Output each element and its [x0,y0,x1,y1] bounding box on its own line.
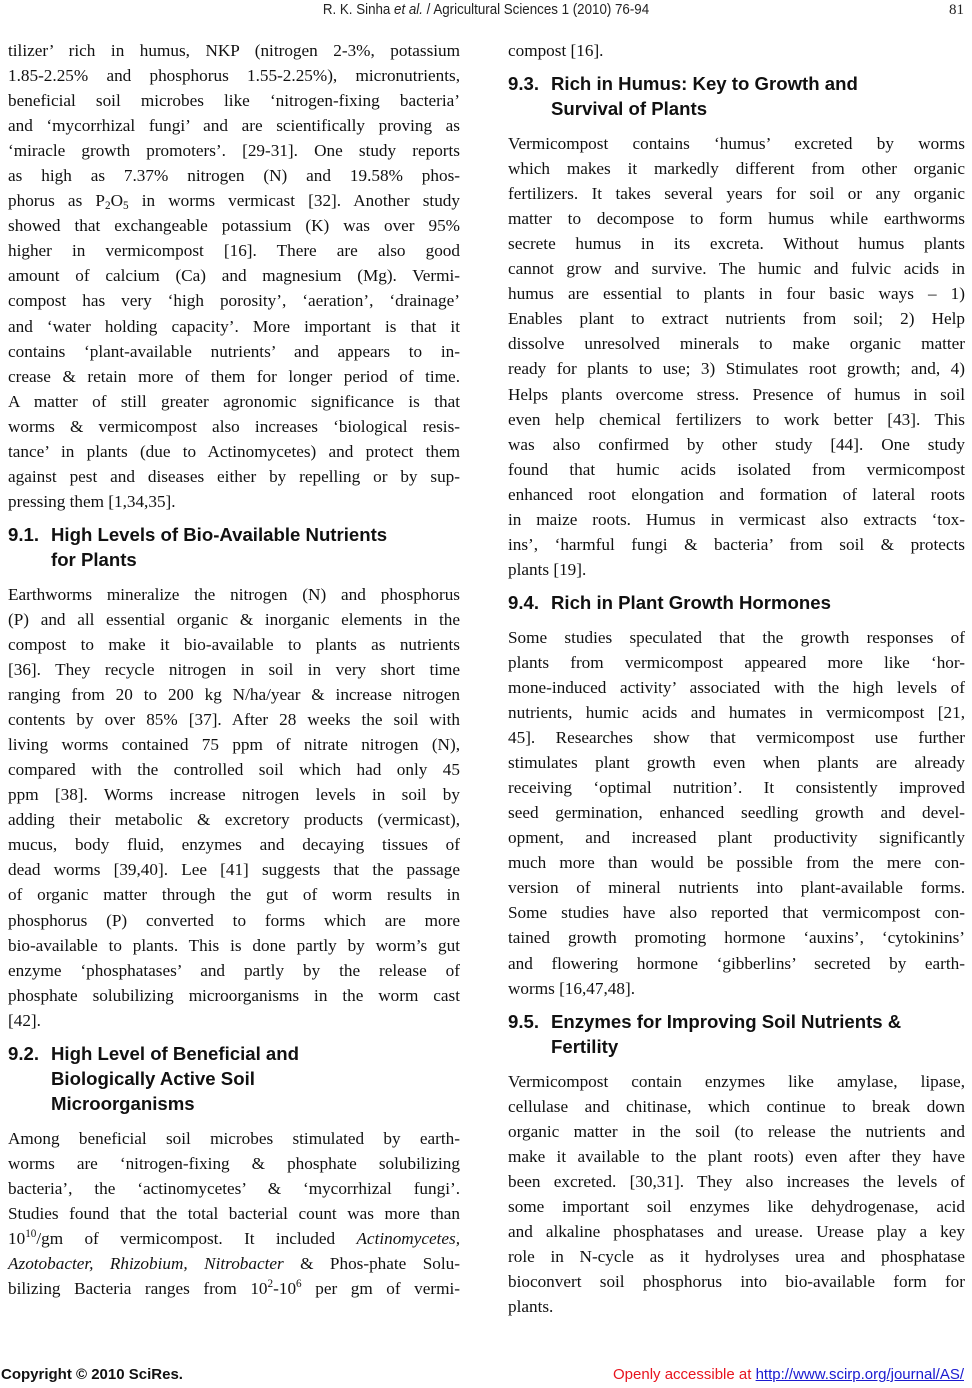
section-number: 9.5. [508,1010,540,1032]
text-run: bilizing Bacteria ranges from 10 [8,1279,268,1299]
running-head-authors: R. K. Sinha [322,2,395,18]
text-line: amount of calcium (Ca) and magnesium (Mg). Vermi- [8,266,460,286]
text-line: opment, and increased plant productivity significantly [508,828,965,848]
text-line: ppm [38]. Worms increase nitrogen levels in soil by [8,785,460,805]
text-line: against pest and diseases either by repelling or by sup- [8,466,460,486]
section-title: Rich in Humus: Key to Growth and [551,73,858,95]
intro-paragraph [8,38,460,514]
text-line: some important soil enzymes like dehydrogenase, acid [508,1196,965,1216]
text-line [8,188,460,213]
text-line [8,1226,460,1251]
text-line: version of mineral nutrients into plant-available forms. [508,878,965,898]
text-line: compost to make it bio-available to plants as nutrients [8,634,460,654]
section-heading-9-3 [508,71,965,121]
text-line: contains ‘plant-available nutrients’ and appears to in- [8,341,460,361]
section-number: 9.3. [508,73,540,95]
text-line: mone-induced activity’ associated with the high levels of [508,677,965,697]
running-head-journal: / Agricultural Sciences 1 (2010) 76-94 [422,2,650,18]
text-line: plants [19]. [508,559,587,579]
subscript: 5 [122,200,129,213]
text-line: Enables plant to extract nutrients from soil; 2) Help [508,309,965,329]
section-title-cont: Survival of Plants [551,98,708,120]
text-line: worms [16,47,48]. [508,978,635,998]
text-run: /gm of vermicompost. It included [36,1228,357,1248]
text-line: A matter of still greater agronomic significance is that [8,391,460,411]
superscript: 2 [267,1278,274,1291]
text-line: role in N-cycle as it hydrolyses urea and phosphatase [508,1246,965,1266]
access-notice [613,1366,964,1383]
text-line: much more than would be possible from the mere con- [508,853,965,873]
running-head [39,2,933,18]
text-line: found that humic acids isolated from vermicompost [508,459,965,479]
text-line: Vermicompost contain enzymes like amylase, lipase, [508,1071,965,1091]
text-line: living worms contained 75 ppm of nitrate nitrogen (N), [8,735,460,755]
section-number: 9.4. [508,591,540,613]
text-line: matter to decompose to form humus while earthworms [508,209,965,229]
text-line: cellulase and chitinase, which continue to break down [508,1096,965,1116]
text-line: seed germination, enhanced seedling growth and devel- [508,803,965,823]
text-line: fertilizers. It takes several years for soil or any organic [508,184,965,204]
text-run: & Phos-phate Solu- [283,1253,460,1273]
text-line: worms & vermicompost also increases ‘biological resis- [8,416,460,436]
text-line: beneficial soil microbes like ‘nitrogen-fixing bacteria’ [8,91,460,111]
text-line: dissolve unresolved minerals to make organic matter [508,334,965,354]
text-line: stimulates plant growth even when plants are already [508,753,965,773]
text-line: cannot grow and survive. The humic and fulvic acids in [508,259,965,279]
superscript: 6 [296,1278,302,1291]
text-run: O [110,191,123,211]
text-line: Some studies have also reported that vermicompost con- [508,903,965,923]
text-line: been excreted. [30,31]. They also increases the levels of [508,1171,965,1191]
section-heading-9-2 [8,1041,460,1116]
right-column [508,38,965,1319]
paragraph-9-3 [508,131,965,582]
text-line: ranging from 20 to 200 kg N/ha/year & increase nitrogen [8,685,460,705]
continued-paragraph [508,38,965,63]
italic-run: Actinomycetes, [356,1228,460,1248]
text-line [8,1276,460,1301]
text-line: Among beneficial soil microbes stimulated by earth- [8,1128,460,1148]
italic-run: Azotobacter, Rhizobium, Nitrobacter [8,1253,284,1273]
page-number: 81 [949,2,964,18]
text-line: pressing them [1,34,35]. [8,491,176,511]
text-line: phosphate solubilizing microorganisms in the worm cast [8,985,460,1005]
section-title: Enzymes for Improving Soil Nutrients & [551,1010,902,1032]
paragraph-9-1 [8,582,460,1033]
text-line: [36]. They recycle nitrogen in soil in very short time [8,660,460,680]
text-line: of organic matter through the gut of worm results in [8,885,460,905]
text-line: bacteria’, the ‘actinomycetes’ & ‘mycorrhizal fungi’. [8,1178,460,1198]
section-title-cont: Fertility [551,1035,619,1057]
text-line: and alkaline phosphatases and urease. Urease play a key [508,1221,965,1241]
text-line: showed that exchangeable potassium (K) was over 95% [8,216,460,236]
text-line: adding their metabolic & excretory products (vermicast), [8,810,460,830]
section-heading-9-1 [8,522,460,572]
text-line: plants from vermicompost appeared more like ‘hor- [508,652,965,672]
text-line: [42]. [8,1010,41,1030]
section-title: High Level of Beneficial and [51,1042,299,1064]
text-line: compost has very ‘high porosity’, ‘aeration’, ‘drainage’ [8,291,460,311]
text-line: in maize roots. Humus in vermicast also extracts ‘tox- [508,509,965,529]
text-line: compost [16]. [508,41,604,60]
text-line: was also confirmed by other study [44]. One study [508,434,965,454]
text-line: mucus, body fluid, enzymes and decaying tissues of [8,835,460,855]
text-line: receiving ‘optimal nutrition’. It consistently improved [508,778,965,798]
text-line: phosphorus (P) converted to forms which are more [8,910,460,930]
superscript: 10 [25,1227,37,1240]
subscript: 2 [104,200,111,213]
running-head-etal: et al. [394,2,423,18]
paragraph-9-2 [8,1126,460,1301]
paragraph-9-4 [508,625,965,1001]
section-number: 9.1. [8,523,40,545]
text-line: even help chemical fertilizers to work better [43]. This [508,409,965,429]
text-line: enzyme ‘phosphatases’ and partly by the release of [8,960,460,980]
paragraph-9-5 [508,1069,965,1319]
text-line: and ‘water holding capacity’. More important is that it [8,316,460,336]
section-title: High Levels of Bio-Available Nutrients [51,523,388,545]
section-heading-9-4 [508,590,965,615]
text-line [8,1251,460,1276]
text-line: dead worms [39,40]. Lee [41] suggests that the passage [8,860,460,880]
text-line: humus are essential to plants in four basic ways – 1) [508,284,965,304]
text-line: nutrients, humic acids and humates in vermicompost [21, [508,703,965,723]
text-line: bioconvert soil phosphorus into bio-available form for [508,1271,965,1291]
text-line: ins’, ‘harmful fungi & bacteria’ from soil & protects [508,534,965,554]
text-line: tained growth promoting hormone ‘auxins’, ‘cytokinins’ [508,928,965,948]
text-line: Vermicompost contains ‘humus’ excreted by worms [508,134,965,154]
text-line: Earthworms mineralize the nitrogen (N) and phosphorus [8,584,460,604]
text-line: contents by over 85% [37]. After 28 weeks the soil with [8,710,460,730]
text-line: Some studies speculated that the growth responses of [508,627,965,647]
text-line: bio-available to plants. This is done partly by worm’s gut [8,935,460,955]
text-line: 1.85-2.25% and phosphorus 1.55-2.25%), micronutrients, [8,66,460,86]
text-line: tance’ in plants (due to Actinomycetes) and protect them [8,441,460,461]
text-run: 10 [8,1228,26,1248]
text-line: and flowering hormone ‘gibberlins’ secreted by earth- [508,953,965,973]
text-line: plants. [508,1297,554,1317]
section-number: 9.2. [8,1042,40,1064]
text-line: tilizer’ rich in humus, NKP (nitrogen 2-3%, potassium [8,41,460,60]
text-line: which makes it markedly different from other organic [508,159,965,179]
text-line: (P) and all essential organic & inorganic elements in the [8,609,460,629]
journal-link[interactable]: http://www.scirp.org/journal/AS/ [755,1366,964,1383]
text-run: phorus as P [8,191,105,211]
text-line: worms are ‘nitrogen-fixing & phosphate solubilizing [8,1153,460,1173]
text-line: ready for plants to use; 3) Stimulates root growth; and, 4) [508,359,965,379]
text-line: compared with the controlled soil which had only 45 [8,760,460,780]
text-line: make it available to the plant roots) even after they have [508,1146,965,1166]
running-header [0,2,972,24]
left-column [8,38,460,1301]
section-title-cont: Biologically Active Soil [51,1067,255,1089]
text-line: ‘miracle growth promoters’. [29-31]. One study reports [8,141,460,161]
text-line: organic matter in the soil (to release the nutrients and [508,1121,965,1141]
text-line: secrete humus in its excreta. Without humus plants [508,234,965,254]
section-heading-9-5 [508,1009,965,1059]
text-line: 45]. Researches show that vermicompost use further [508,728,965,748]
text-run: -10 [273,1279,297,1299]
section-title-cont: Microorganisms [51,1092,195,1114]
text-run: per gm of vermi- [301,1279,460,1299]
text-line: Helps plants overcome stress. Presence of humus in soil [508,384,965,404]
section-title-cont: for Plants [51,548,137,570]
copyright-notice: Copyright © 2010 SciRes. [1,1366,183,1383]
text-line: Studies found that the total bacterial count was more than [8,1203,460,1223]
text-line: and ‘mycorrhizal fungi’ and are scientifically proving as [8,116,460,136]
section-title: Rich in Plant Growth Hormones [551,591,831,613]
text-line: as high as 7.37% nitrogen (N) and 19.58% phos- [8,166,460,186]
text-line: crease & retain more of them for longer period of time. [8,366,460,386]
text-run: in worms vermicast [32]. Another study [128,191,460,211]
access-label: Openly accessible at [613,1366,756,1383]
text-line: enhanced root elongation and formation of lateral roots [508,484,965,504]
text-line: higher in vermicompost [16]. There are also good [8,241,460,261]
